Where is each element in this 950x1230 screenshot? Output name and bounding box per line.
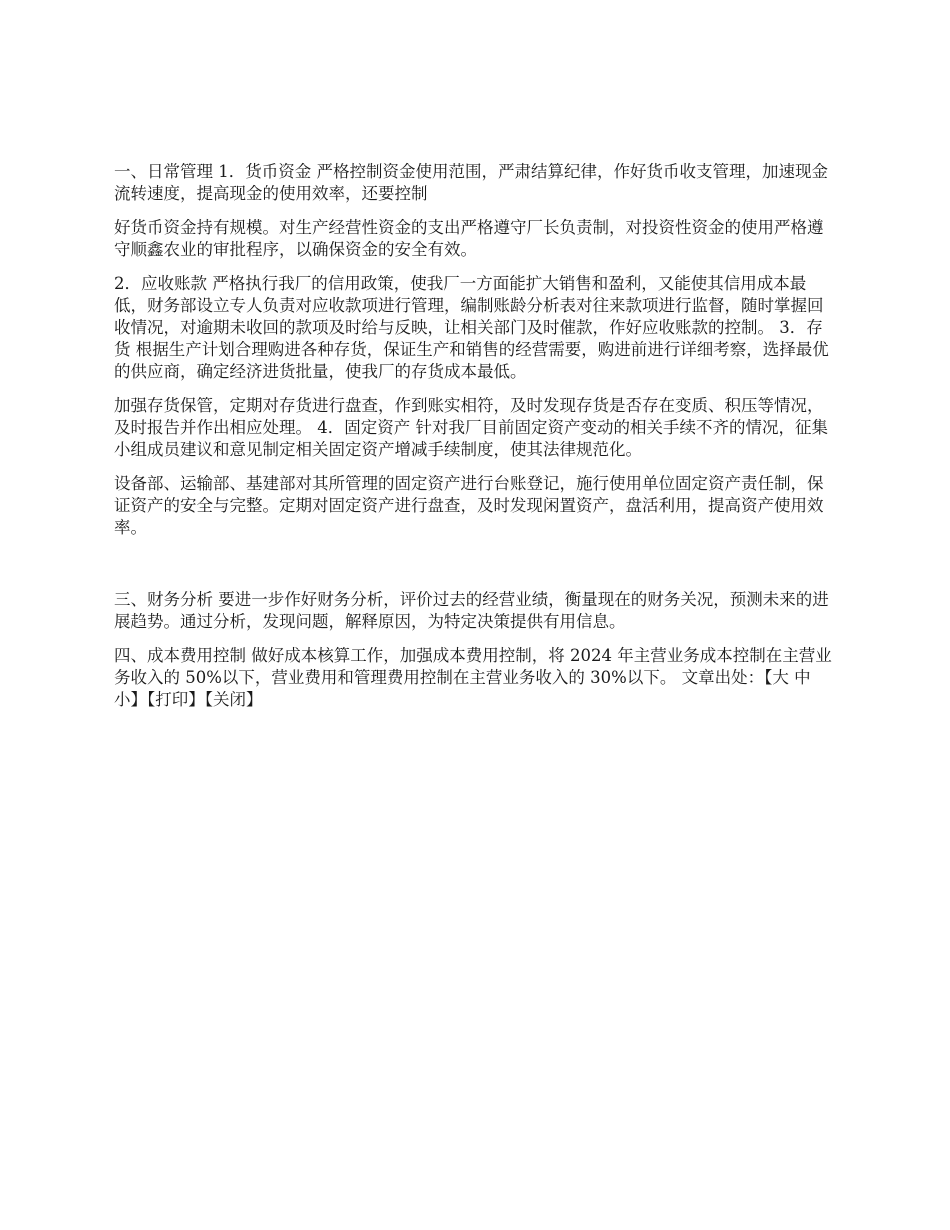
paragraph-daily-management: 一、日常管理 1．货币资金 严格控制资金使用范围，严肃结算纪律，作好货币收支管理，加速现金流转速度，提高现金的使用效率，还要控制 (114, 162, 828, 203)
paragraph-cost-control: 四、成本费用控制 做好成本核算工作，加强成本费用控制，将 2024 年主营业务成本控制在主营业务收入的 50%以下，营业费用和管理费用控制在主营业务收入的 30%以下。 文章出处：【大 中 小】【打印】【关闭】 (114, 646, 832, 709)
paragraph-inventory-fixed-assets: 加强存货保管，定期对存货进行盘查，作到账实相符，及时发现存货是否存在变质、积压等情况，及时报告并作出相应处理。 4．固定资产 针对我厂目前固定资产变动的相关手续不齐的情况，征集小组成员建议和意见制定相关固定资产增减手续制度，使其法律规范化。 (114, 396, 828, 459)
paragraph-receivables-inventory: 2．应收账款 严格执行我厂的信用政策，使我厂一方面能扩大销售和盈利，又能使其信用成本最低，财务部设立专人负责对应收款项进行管理，编制账龄分析表对往来款项进行监督，随时掌握回收情况，对逾期未收回的款项及时给与反映，让相关部门及时催款，作好应收账款的控制。 3．存货 根据生产计划合理购进各种存货，保证生产和销售的经营需要，购进前进行详细考察，选择最优的供应商，确定经济进货批量，使我厂的存货成本最低。 (114, 274, 829, 381)
document-body (114, 161, 838, 723)
section-gap (114, 551, 838, 589)
paragraph-financial-analysis: 三、财务分析 要进一步作好财务分析，评价过去的经营业绩，衡量现在的财务关况，预测未来的进展趋势。通过分析，发现问题，解释原因，为特定决策提供有用信息。 (114, 590, 829, 631)
paragraph-cash-holding: 好货币资金持有规模。对生产经营性资金的支出严格遵守厂长负责制，对投资性资金的使用严格遵守顺鑫农业的审批程序，以确保资金的安全有效。 (114, 218, 824, 259)
paragraph-fixed-asset-ledger: 设备部、运输部、基建部对其所管理的固定资产进行台账登记，施行使用单位固定资产责任制，保证资产的安全与完整。定期对固定资产进行盘查，及时发现闲置资产，盘活利用，提高资产使用效率。 (114, 474, 824, 537)
